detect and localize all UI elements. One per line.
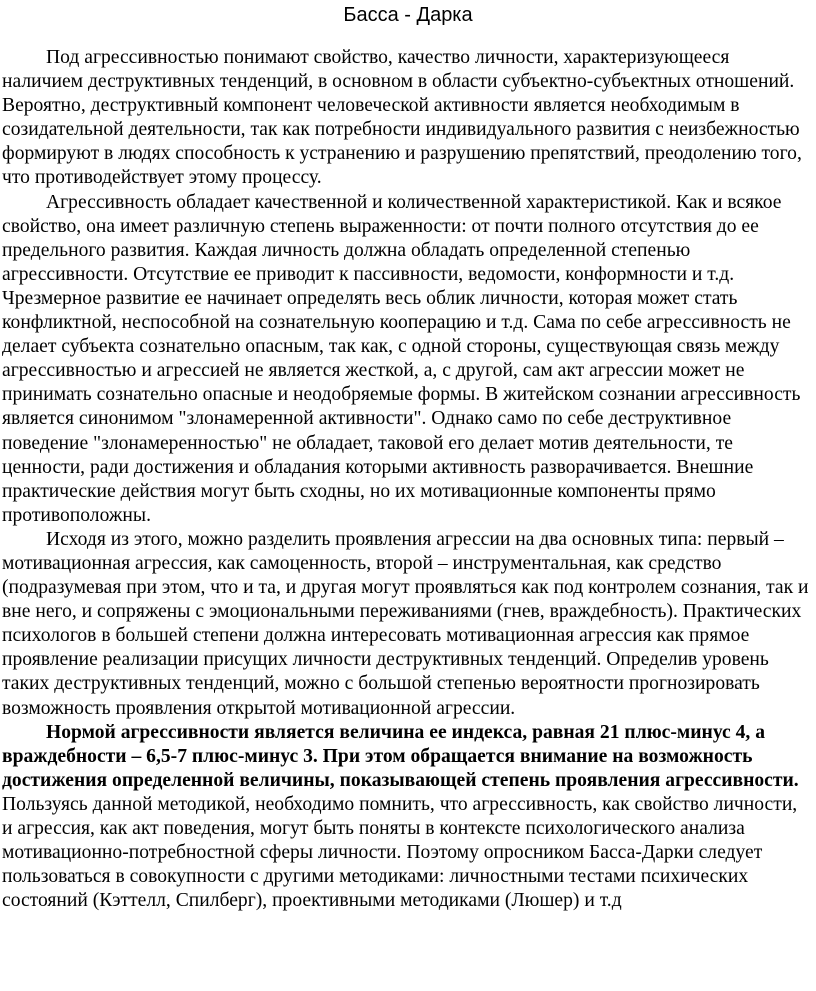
document-title: Басса - Дарка	[343, 4, 473, 26]
paragraph-norms: Нормой агрессивности является величина ее индекса, равная 21 плюс-минус 4, а враждебности – 6,5-7 плюс-минус 3. При этом обращается внимание на возможность достижения определенной величины, показывающей степень проявления агрессивности.	[2, 721, 799, 791]
paragraph-aggression-types: Исходя из этого, можно разделить проявления агрессии на два основных типа: первый – мотивационная агрессия, как самоценность, второй – инструментальная, как средство (подразумевая при этом, что и та, и другая могут проявляться как под контролем сознания, так и вне него, и сопряжены с эмоциональными переживаниями (гнев, враждебность). Практических психологов в большей степени должна интересовать мотивационная агрессия как прямое проявление реализации присущих личности деструктивных тенденций. Определив уровень таких деструктивных тенденций, можно с большой степенью вероятности прогнозировать возможность проявления открытой мотивационной агрессии.	[2, 528, 809, 719]
paragraph-characteristics: Агрессивность обладает качественной и количественной характеристикой. Как и всякое свойство, она имеет различную степень выраженности: от почти полного отсутствия до ее предельного развития. Каждая личность должна обладать определенной степенью агрессивности. Отсутствие ее приводит к пассивности, ведомости, конформности и т.д. Чрезмерное развитие ее начинает определять весь облик личности, которая может стать конфликтной, неспособной на сознательную кооперацию и т.д. Сама по себе агрессивность не делает субъекта сознательно опасным, так как, с одной стороны, существующая связь между агрессивностью и агрессией не является жесткой, а, с другой, сам акт агрессии может не принимать сознательно опасные и неодобряемые формы. В житейском сознании агрессивность является синонимом "злонамеренной активности". Однако само по себе деструктивное поведение "злонамеренностью" не обладает, таковой его делает мотив деятельности, те ценности, ради достижения и обладания которыми активность разворачивается. Внешние практические действия могут быть сходны, но их мотивационные компоненты прямо противоположны.	[2, 191, 801, 526]
paragraph-definition: Под агрессивностью понимают свойство, качество личности, характеризующееся наличием деструктивных тенденций, в основном в области субъектно-субъектных отношений. Вероятно, деструктивный компонент человеческой активности является необходимым в созидательной деятельности, так как потребности индивидуального развития с неизбежностью формируют в людях способность к устранению и разрушению препятствий, преодолению того, что противодействует этому процессу.	[2, 47, 802, 189]
document-body	[2, 46, 812, 913]
paragraph-usage-notes: Пользуясь данной методикой, необходимо помнить, что агрессивность, как свойство личности, и агрессия, как акт поведения, могут быть поняты в контексте психологического анализа мотивационно-потребностной сферы личности. Поэтому опросником Басса-Дарки следует пользоваться в совокупности с другими методиками: личностными тестами психических состояний (Кэттелл, Спилберг), проективными методиками (Люшер) и т.д	[2, 793, 798, 912]
